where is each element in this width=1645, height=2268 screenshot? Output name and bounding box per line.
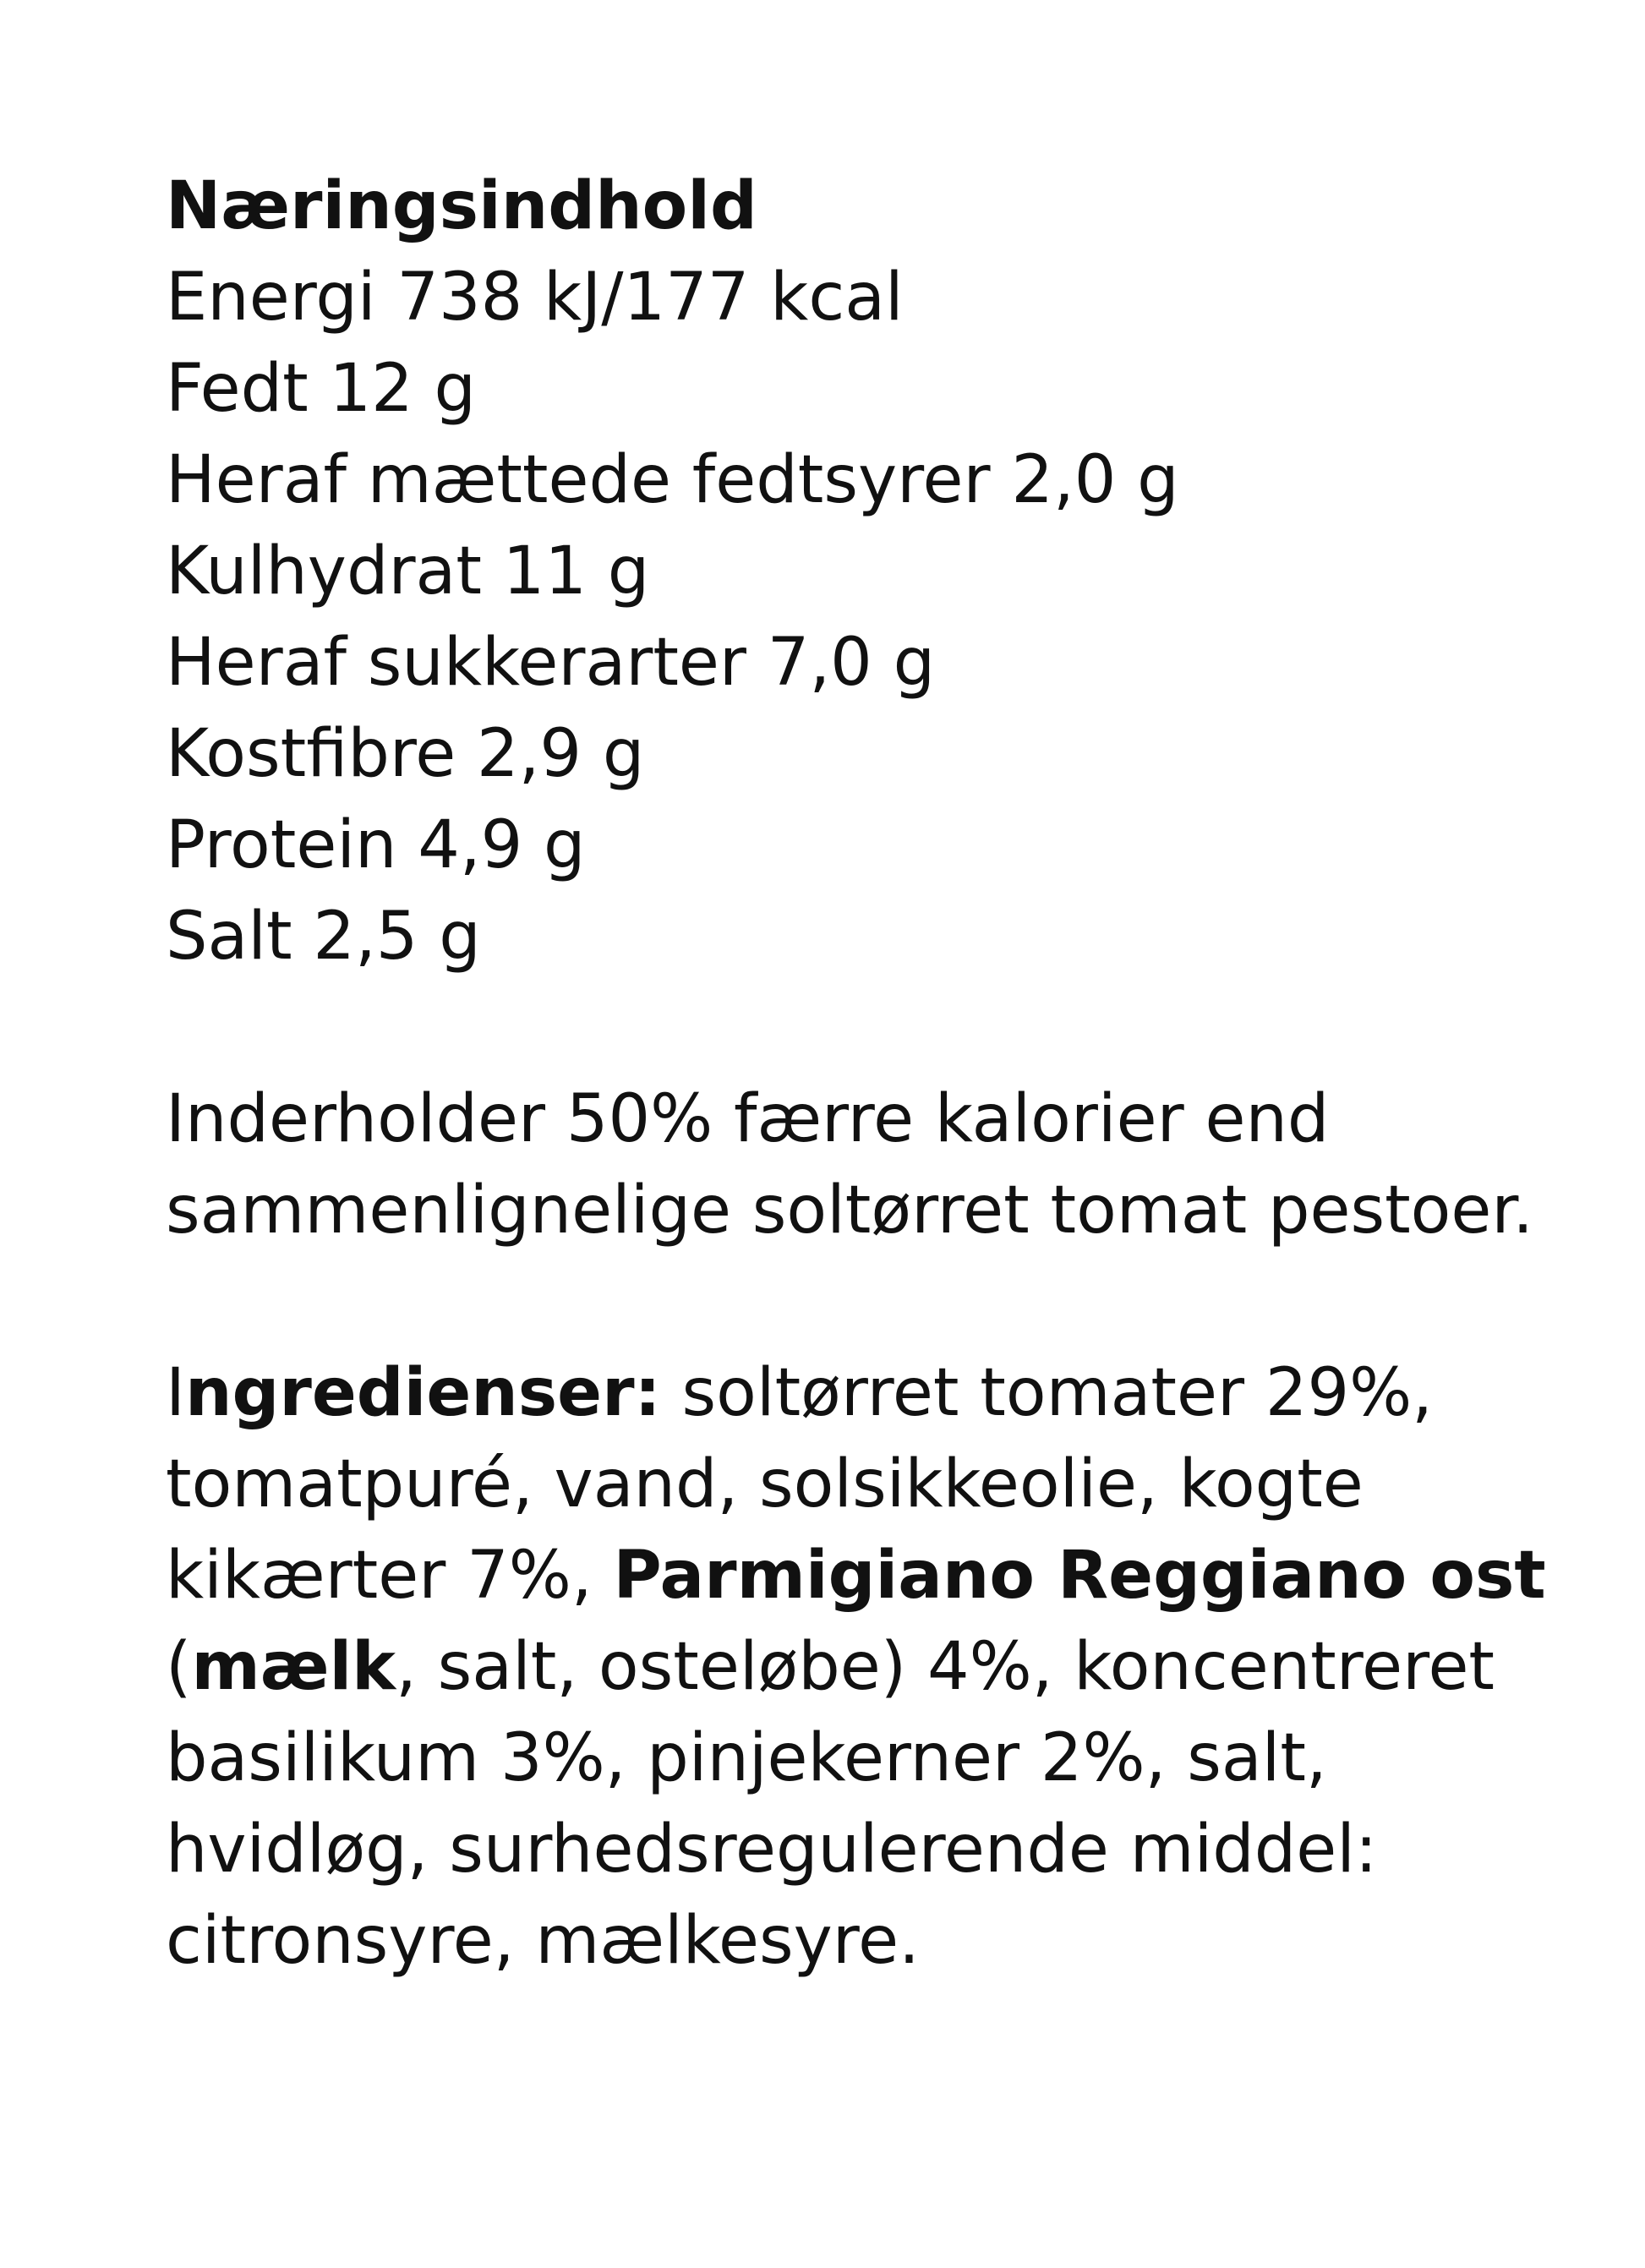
allergen-milk: mælk [191, 1629, 396, 1705]
allergen-cheese: Parmigiano Reggiano ost [613, 1538, 1546, 1614]
ingredients-line-3 [166, 1530, 1546, 1621]
ingredients-line-1 [166, 1347, 1518, 1439]
nutrition-row-fat: Fedt 12 g [166, 351, 477, 427]
nutrition-row-carbohydrate: Kulhydrat 11 g [166, 533, 650, 609]
nutrition-row-protein: Protein 4,9 g [166, 807, 586, 883]
label-text-block [166, 161, 1546, 1987]
ingredients-line-4 [166, 1621, 1518, 1713]
nutrition-row-saturated-fat: Heraf mættede fedtsyrer 2,0 g [166, 442, 1179, 518]
nutrition-heading: Næringsindhold [166, 168, 757, 244]
ingredients-line-6: hvidløg, surhedsregulerende middel: [166, 1812, 1378, 1888]
nutrition-row-sugars: Heraf sukkerarter 7,0 g [166, 625, 936, 701]
nutrition-row-energy: Energi 738 kJ/177 kcal [166, 260, 904, 336]
ingredients-label-initial: I [166, 1355, 186, 1431]
ingredients-text: soltørret tomater 29%, [660, 1355, 1433, 1431]
ingredients-text: ( [166, 1629, 192, 1705]
nutrition-row-fibre: Kostfibre 2,9 g [166, 716, 645, 792]
spacer [166, 1256, 1518, 1347]
claim-line-1: Inderholder 50% færre kalorier end [166, 1081, 1330, 1157]
nutrition-row-salt: Salt 2,5 g [166, 899, 481, 975]
ingredients-line-2: tomatpuré, vand, solsikkeolie, kogte [166, 1446, 1364, 1522]
ingredients-line-7: citronsyre, mælkesyre. [166, 1903, 920, 1979]
ingredients-text: kikærter 7%, [166, 1538, 614, 1614]
claim-line-2: sammenlignelige soltørret tomat pestoer. [166, 1172, 1534, 1249]
ingredients-text: , salt, osteløbe) 4%, koncentreret [396, 1629, 1495, 1705]
ingredients-line-5: basilikum 3%, pinjekerner 2%, salt, [166, 1720, 1327, 1796]
ingredients-label: ngredienser: [185, 1355, 661, 1431]
spacer [166, 982, 1518, 1074]
